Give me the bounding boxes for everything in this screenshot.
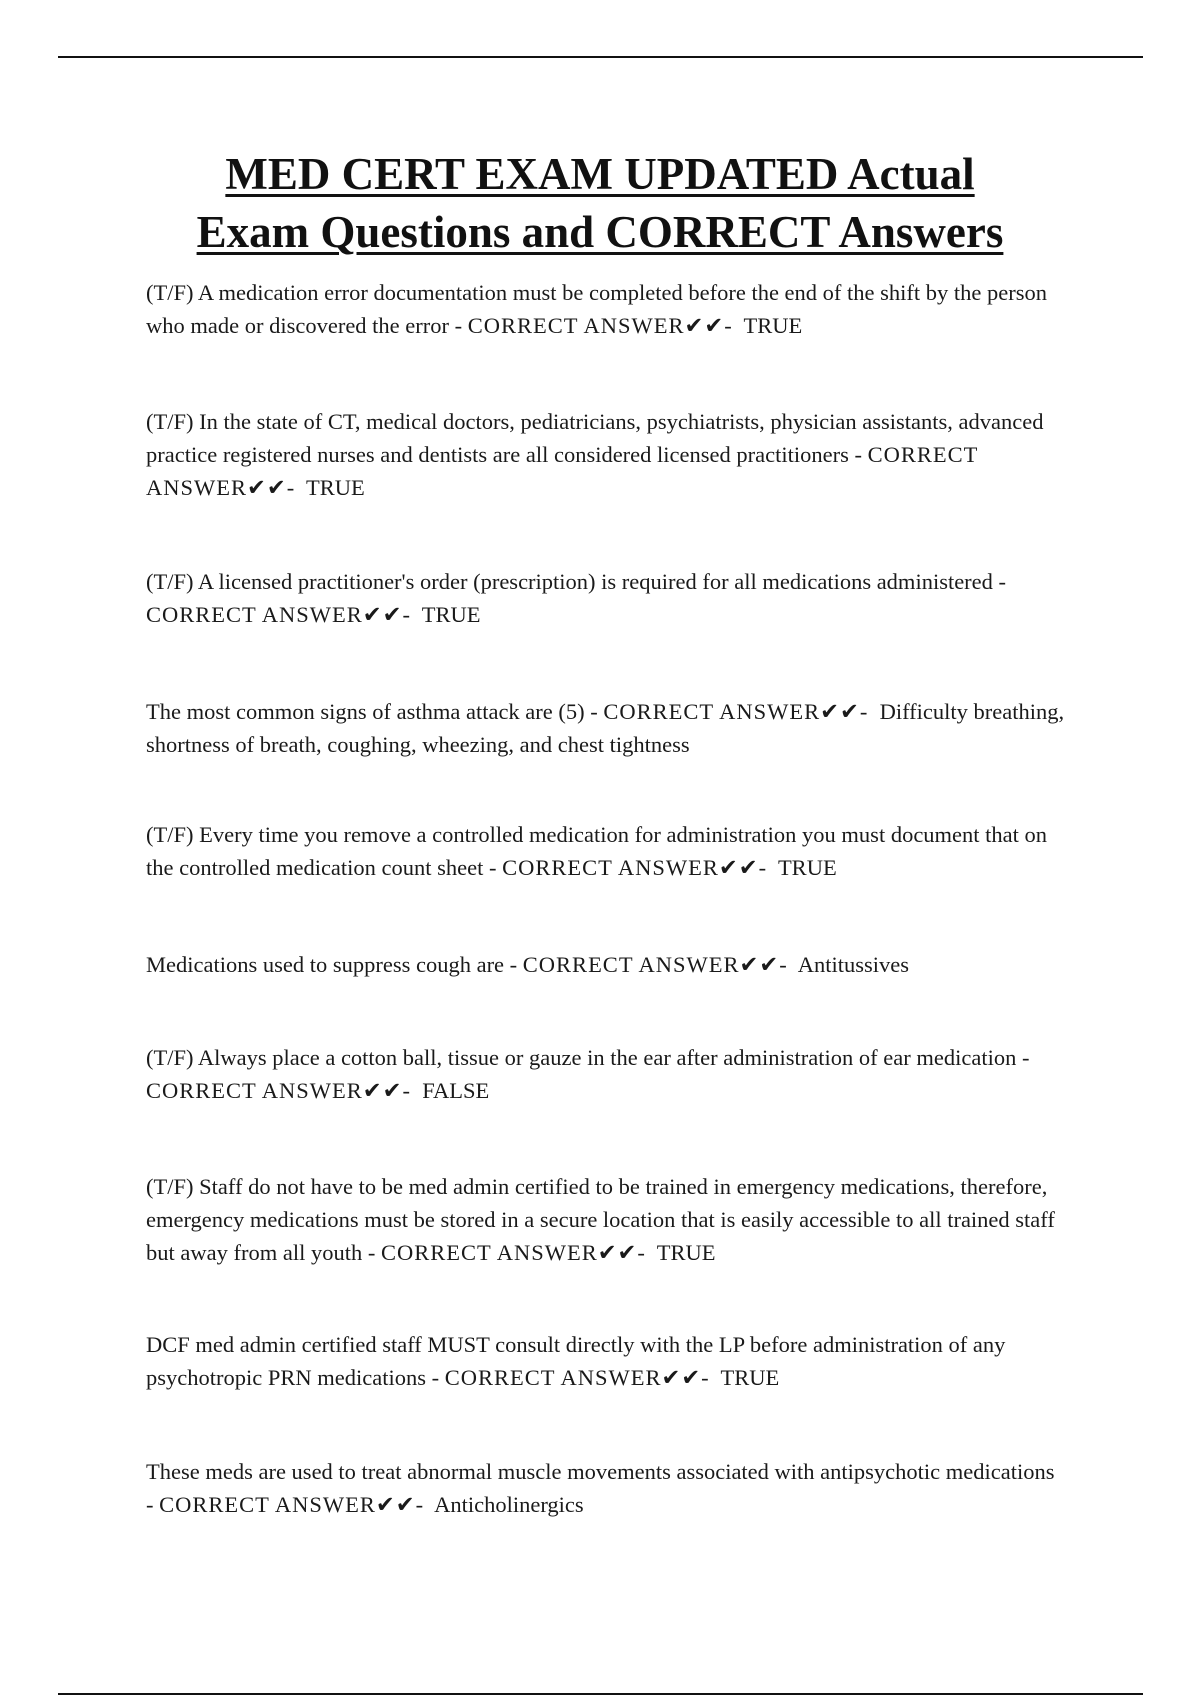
question-text: These meds are used to treat abnormal muscle movements associated with antipsychotic medications -	[146, 1459, 1055, 1517]
correct-answer-marker: CORRECT ANSWER✔✔-	[146, 1078, 411, 1103]
correct-answer-marker: CORRECT ANSWER✔✔-	[522, 952, 788, 977]
qa-item-8	[146, 1170, 1066, 1269]
correct-answer-marker: CORRECT ANSWER✔✔-	[159, 1492, 425, 1517]
bottom-rule	[58, 1693, 1143, 1695]
correct-answer-marker: CORRECT ANSWER✔✔-	[502, 855, 768, 880]
question-text: (T/F) In the state of CT, medical doctors, pediatricians, psychiatrists, physician assistants, advanced practice registered nurses and dentists are all considered licensed practitioners -	[146, 409, 1044, 467]
question-text: Medications used to suppress cough are -	[146, 952, 518, 977]
answer-text: Difficulty breathing, shortness of breath, coughing, wheezing, and chest tightness	[146, 699, 1065, 757]
top-rule	[58, 56, 1143, 58]
correct-answer-marker: CORRECT ANSWER✔✔-	[444, 1365, 710, 1390]
qa-item-5	[146, 818, 1066, 884]
correct-answer-marker: CORRECT ANSWER✔✔-	[603, 699, 869, 724]
question-text: (T/F) Always place a cotton ball, tissue or gauze in the ear after administration of ear medication -	[146, 1045, 1030, 1070]
qa-item-4	[146, 695, 1066, 761]
correct-answer-marker: CORRECT ANSWER✔✔-	[146, 602, 411, 627]
question-text: (T/F) A licensed practitioner's order (prescription) is required for all medications administered -	[146, 569, 1007, 594]
qa-item-2	[146, 405, 1066, 504]
answer-text: TRUE	[421, 602, 481, 627]
question-text: DCF med admin certified staff MUST consult directly with the LP before administration of any psychotropic PRN medications -	[146, 1332, 1006, 1390]
correct-answer-marker: CORRECT ANSWER✔✔-	[467, 313, 733, 338]
answer-text: Anticholinergics	[434, 1492, 584, 1517]
question-text: (T/F) Every time you remove a controlled medication for administration you must document that on the controlled medication count sheet -	[146, 822, 1048, 880]
answer-text: TRUE	[720, 1365, 780, 1390]
qa-item-6	[146, 948, 1066, 981]
answer-text: TRUE	[743, 313, 803, 338]
question-text: (T/F) A medication error documentation must be completed before the end of the shift by the person who made or discovered the error -	[146, 280, 1047, 338]
qa-item-7	[146, 1041, 1066, 1107]
answer-text: Antitussives	[797, 952, 910, 977]
qa-item-3	[146, 565, 1066, 631]
document-title	[100, 145, 1100, 261]
answer-text: TRUE	[777, 855, 837, 880]
question-text: The most common signs of asthma attack are (5) -	[146, 699, 598, 724]
answer-text: FALSE	[422, 1078, 490, 1103]
correct-answer-marker: CORRECT ANSWER✔✔-	[146, 442, 978, 500]
title-line-1: MED CERT EXAM UPDATED Actual	[225, 149, 975, 199]
answer-text: TRUE	[306, 475, 365, 500]
question-text: (T/F) Staff do not have to be med admin certified to be trained in emergency medications, therefore, emergency medications must be stored in a secure location that is easily accessible to all trained staff but away from all youth -	[146, 1174, 1055, 1265]
qa-item-9	[146, 1328, 1066, 1394]
correct-answer-marker: CORRECT ANSWER✔✔-	[380, 1240, 646, 1265]
answer-text: TRUE	[656, 1240, 716, 1265]
qa-item-1	[146, 276, 1066, 342]
title-line-2: Exam Questions and CORRECT Answers	[196, 207, 1004, 257]
qa-item-10	[146, 1455, 1066, 1521]
